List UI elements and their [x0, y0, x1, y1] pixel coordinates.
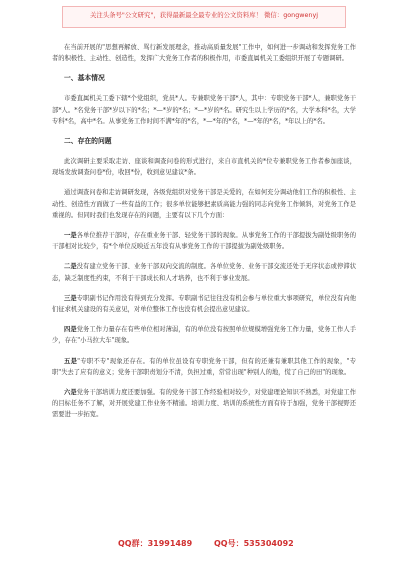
intro-paragraph: 在当前开展的"思想再解放、骂行新发展理念，推动高质量发展"工作中，如何进一步调动和发挥党务工作者的积极性、主动性、创造性，发挥广大党务工作者的积极作用，市委直属机关工委组织开展了专题调研。 — [52, 44, 356, 63]
section-1-heading: 一、基本情况 — [64, 74, 105, 83]
issue-item-2-lead: 二是 — [64, 263, 77, 271]
section-1-paragraph: 市委直属机关工委下辖*个党组织，党员*人。专兼职党务干部*人，其中：专职党务干部*人，兼职党务干部*人。*名党务干部*岁以下的*名；*—*岁的*名；*—*岁的*名。研究生以上学历的*名，大学本科*名，大学专科*名，高中*名。从事党务工作时间不满*年的*名，*—*年的*名，*—*年的*名，*年以上的*名。 — [52, 95, 356, 125]
issue-item-3 — [52, 293, 356, 315]
issue-item-1-text: 各单位推荐干部时，存在重业务干部、轻党务干部的现象。从事党务工作的干部提拔为副处级职务的干部相对比较少，有*个单位反映近五年没有从事党务工作的干部提拔为副处级职务。 — [52, 232, 357, 251]
issue-item-1 — [52, 230, 356, 252]
contact-footer — [0, 538, 408, 554]
issue-item-1-lead: 一是 — [64, 232, 77, 240]
issue-item-3-lead: 三是 — [64, 294, 77, 302]
promo-banner — [62, 6, 346, 28]
section-2-paragraph-1: 此次调研主要采取走访、座谈和调查问卷的形式进行，来自市直机关的*位专兼职党务工作者参加座谈，现场发放调查问卷*份，收回*份，收到意见建议*条。 — [52, 158, 356, 177]
issue-item-2 — [52, 261, 356, 283]
issue-item-2-text: 没有建立党务干部、业务干部双向交流的制度。各单位党务、业务干部交流还处于无序状态或停滞状态，缺乏制度性约束，不利于干部成长和人才培养，也不利于事业发展。 — [52, 263, 357, 282]
issue-item-4-lead: 四是 — [64, 326, 77, 334]
qq-group-label: QQ群：31991489 — [118, 539, 193, 548]
issue-item-6-lead: 六是 — [64, 389, 77, 397]
issue-item-4-text: 党务工作力量存在有些单位相对薄弱，有的单位没有按照单位规模增强党务工作力量，党务工作人手少，存在"小马拉大车"现象。 — [52, 326, 357, 345]
promo-banner-text: 关注头条号"公文研究"，获得最新最全最专业的公文资料库！ 微信：gongwenyj — [89, 11, 319, 19]
issue-item-3-text: 专职副书记作用没有得到充分发挥。专职副书记往往没有机会参与单位重大事项研究，单位没有向他们征求机关建设的有关意见，对单位整体工作也没有机会提出意见建议。 — [52, 294, 357, 314]
section-2-paragraph-2: 通过调查问卷和走访调研发现，各级党组织对党务干部是关爱的，在如何充分调动他们工作的积极性、主动性、创造性方面做了一些有益的工作；很多单位能够把素质高能力强的同志向党务工作倾斜，对党务工作是重视的。但同时我们也发现存在的问题，主要有以下几个方面： — [52, 189, 356, 219]
issue-item-5-text: "专职不专"现象还存在。有的单位虽设有专职党务干部，但有的还兼有兼职其他工作的现象，"专职"失去了应有的意义；党务干部职责划分不清，负担过重，常常出现"种别人的地，慌了自己的田"的现象。 — [52, 357, 356, 376]
section-2-heading: 二、存在的问题 — [64, 137, 112, 146]
issue-item-6 — [52, 387, 356, 421]
qq-number-label: QQ号：535304092 — [214, 539, 294, 548]
issue-item-6-text: 党务干部培训力度还要加强。有的党务干部工作经验相对较少，对党建理论知识不熟悉，对党建工作的目标任务不了解，对开展党建工作业务不精通。培训力度、培训的系统性方面有待于加强，党务干部视野还需要进一步拓宽。 — [52, 389, 357, 419]
issue-item-4 — [52, 324, 356, 346]
issue-item-5-lead: 五是 — [64, 357, 78, 365]
document-body — [52, 42, 356, 430]
issue-item-5 — [52, 356, 356, 378]
